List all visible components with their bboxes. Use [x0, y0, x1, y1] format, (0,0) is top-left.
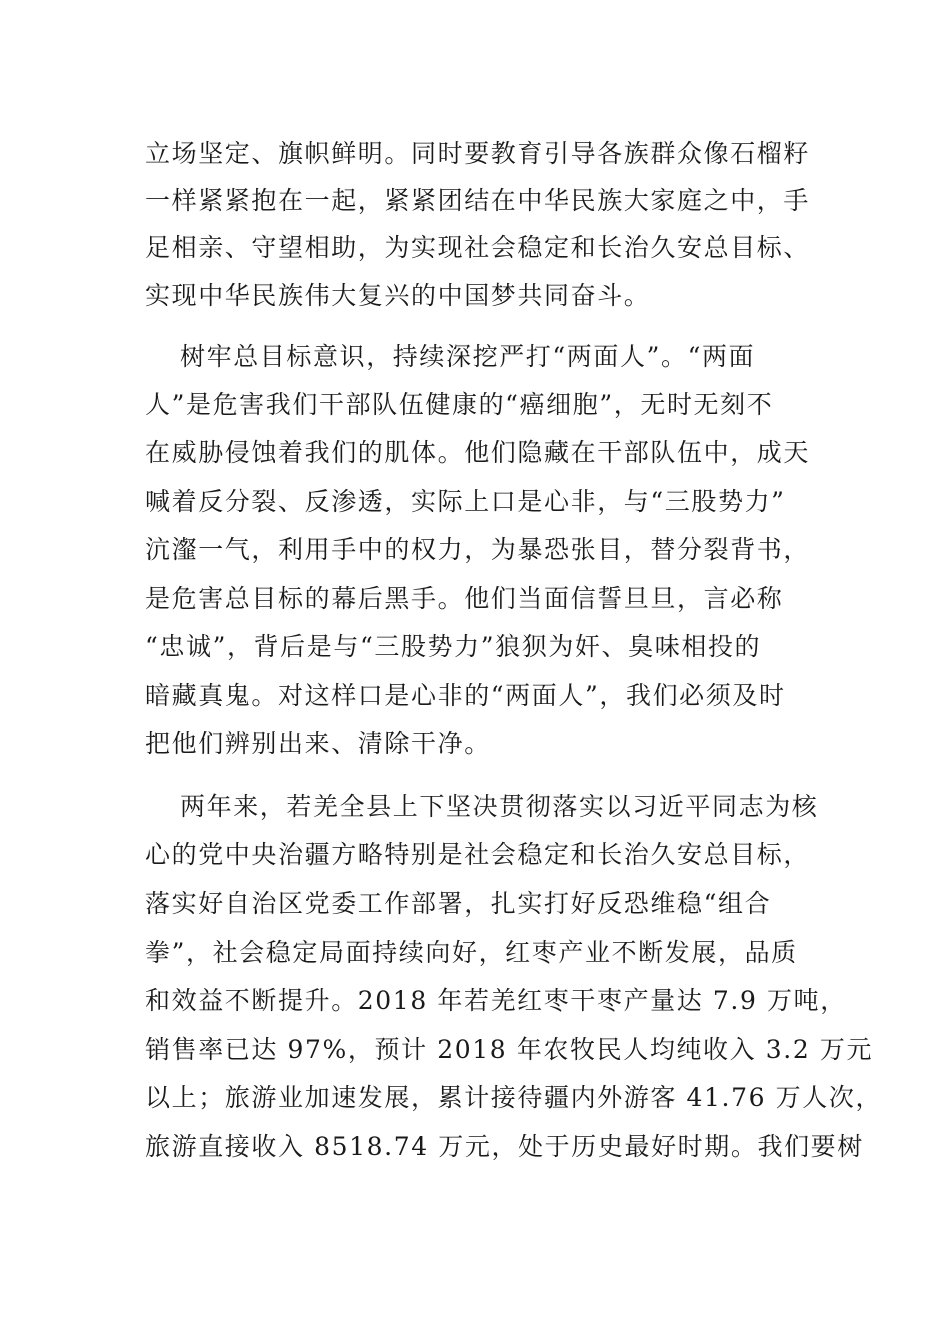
- paragraph-2-line-4: 喊着反分裂、反渗透，实际上口是心非，与“三股势力”: [145, 487, 786, 516]
- paragraph-3-line-2: 心的党中央治疆方略特别是社会稳定和长治久安总目标，: [145, 840, 811, 869]
- paragraph-2-line-2: 人”是危害我们干部队伍健康的“癌细胞”，无时无刻不: [145, 390, 774, 419]
- paragraph-2-line-5: 沆瀣一气，利用手中的权力，为暴恐张目，替分裂背书，: [145, 535, 811, 564]
- paragraph-2-line-8: 暗藏真鬼。对这样口是心非的“两面人”，我们必须及时: [145, 681, 786, 710]
- paragraph-1-line-3: 足相亲、守望相助，为实现社会稳定和长治久安总目标、: [145, 233, 811, 262]
- paragraph-2-line-3: 在威胁侵蚀着我们的肌体。他们隐藏在干部队伍中，成天: [145, 438, 811, 467]
- paragraph-2-line-9: 把他们辨别出来、清除干净。: [145, 729, 491, 758]
- paragraph-2-line-7: “忠诚”，背后是与“三股势力”狼狈为奸、臭味相投的: [145, 632, 762, 661]
- paragraph-3-line-6: 销售率已达 97%，预计 2018 年农牧民人均纯收入 3.2 万元: [145, 1035, 874, 1064]
- paragraph-3-line-1: 两年来，若羌全县上下坚决贯彻落实以习近平同志为核: [180, 792, 819, 821]
- paragraph-1-line-4: 实现中华民族伟大复兴的中国梦共同奋斗。: [145, 281, 651, 310]
- paragraph-2-line-1: 树牢总目标意识，持续深挖严打“两面人”。“两面: [180, 342, 756, 371]
- paragraph-3-line-8: 旅游直接收入 8518.74 万元，处于历史最好时期。我们要树: [145, 1132, 864, 1161]
- paragraph-1-line-1: 立场坚定、旗帜鲜明。同时要教育引导各族群众像石榴籽: [145, 139, 811, 168]
- paragraph-3-line-7: 以上；旅游业加速发展，累计接待疆内外游客 41.76 万人次，: [145, 1083, 883, 1112]
- paragraph-3-line-4: 拳”，社会稳定局面持续向好，红枣产业不断发展，品质: [145, 938, 798, 967]
- paragraph-1-line-2: 一样紧紧抱在一起，紧紧团结在中华民族大家庭之中，手: [145, 186, 811, 215]
- paragraph-3-line-5: 和效益不断提升。2018 年若羌红枣干枣产量达 7.9 万吨，: [145, 986, 847, 1015]
- paragraph-3-line-3: 落实好自治区党委工作部署，扎实打好反恐维稳“组合: [145, 889, 772, 918]
- paragraph-2-line-6: 是危害总目标的幕后黑手。他们当面信誓旦旦，言必称: [145, 584, 784, 613]
